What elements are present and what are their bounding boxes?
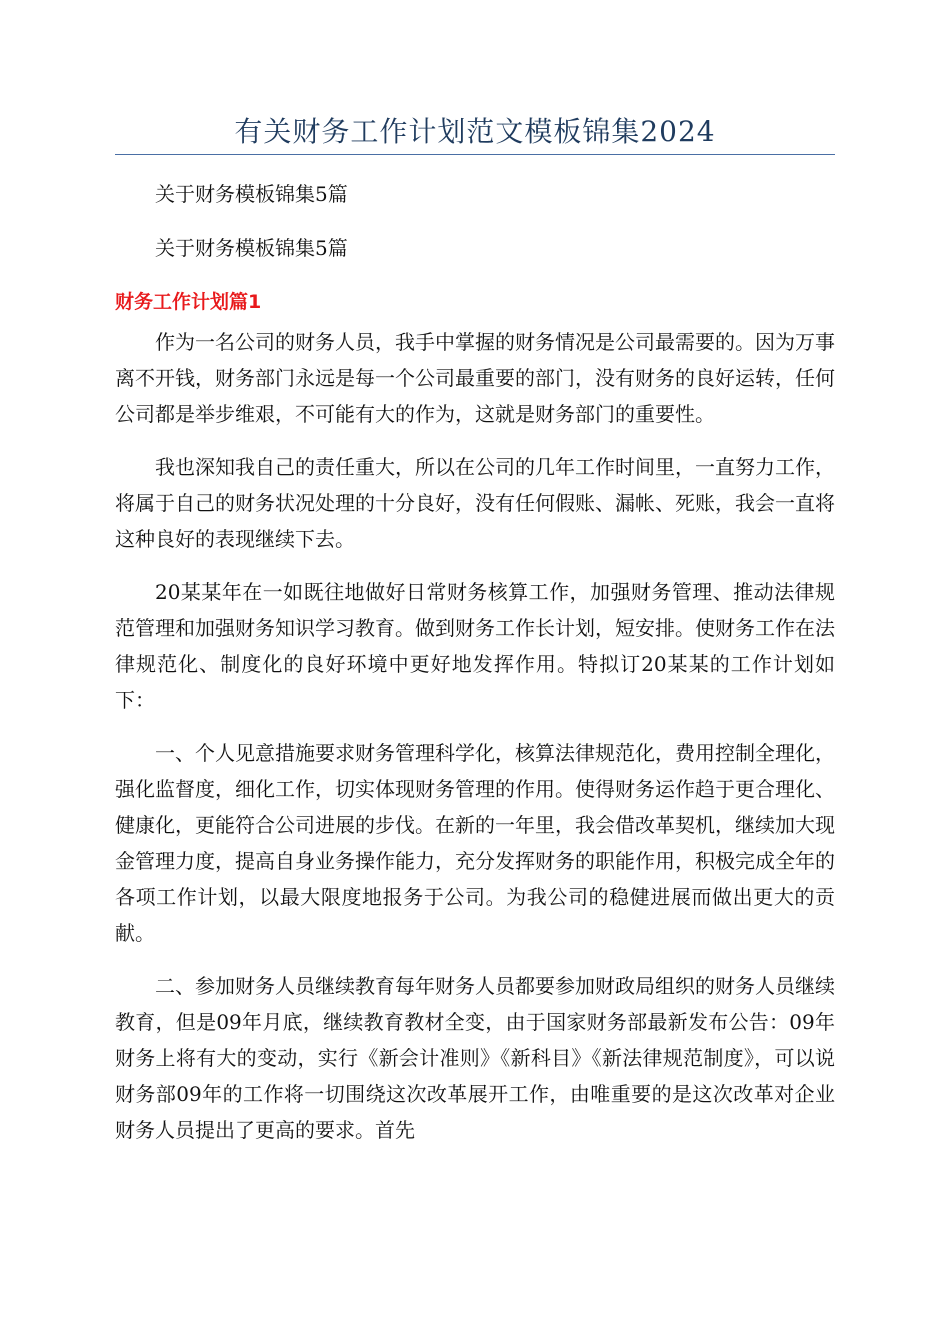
- document-body: [115, 176, 835, 1165]
- paragraph: 二、参加财务人员继续教育每年财务人员都要参加财政局组织的财务人员继续教育，但是09年月底，继续教育教材全变，由于国家财务部最新发布公告：09年财务上将有大的变动，实行《新会计准则》《新科目》《新法律规范制度》，可以说财务部09年的工作将一切围绕这次改革展开工作，由唯重要的是这次改革对企业财务人员提出了更高的要求。首先: [115, 974, 835, 1142]
- subtitle-line: 关于财务模板锦集5篇: [155, 182, 348, 206]
- section-heading: 财务工作计划篇1: [115, 291, 262, 313]
- paragraph: 作为一名公司的财务人员，我手中掌握的财务情况是公司最需要的。因为万事离不开钱，财务部门永远是每一个公司最重要的部门，没有财务的良好运转，任何公司都是举步维艰，不可能有大的作为，这就是财务部门的重要性。: [115, 330, 835, 426]
- document-title: 有关财务工作计划范文模板锦集2024: [234, 115, 716, 148]
- paragraph: 20某某年在一如既往地做好日常财务核算工作，加强财务管理、推动法律规范管理和加强财务知识学习教育。做到财务工作长计划，短安排。使财务工作在法律规范化、制度化的良好环境中更好地发挥作用。特拟订20某某的工作计划如下：: [115, 580, 835, 712]
- title-underline: [115, 154, 835, 155]
- paragraph: 我也深知我自己的责任重大，所以在公司的几年工作时间里，一直努力工作，将属于自己的财务状况处理的十分良好，没有任何假账、漏帐、死账，我会一直将这种良好的表现继续下去。: [115, 455, 835, 551]
- paragraph: 一、个人见意措施要求财务管理科学化，核算法律规范化，费用控制全理化，强化监督度，细化工作，切实体现财务管理的作用。使得财务运作趋于更合理化、健康化，更能符合公司进展的步伐。在新的一年里，我会借改革契机，继续加大现金管理力度，提高自身业务操作能力，充分发挥财务的职能作用，积极完成全年的各项工作计划，以最大限度地报务于公司。为我公司的稳健进展而做出更大的贡献。: [115, 741, 835, 945]
- subtitle-line: 关于财务模板锦集5篇: [155, 236, 348, 260]
